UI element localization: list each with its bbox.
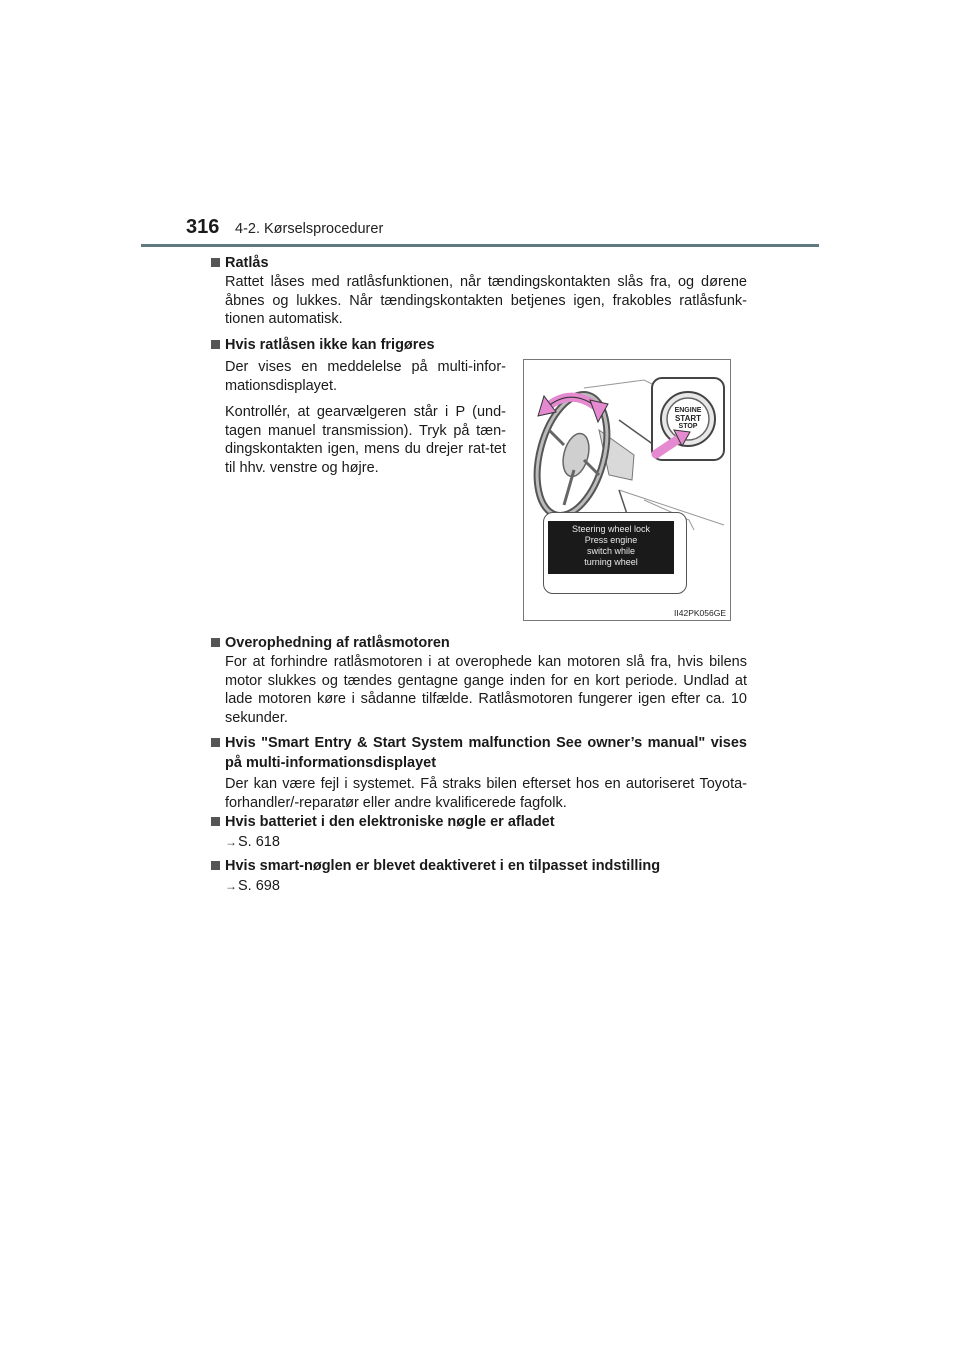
header-rule — [141, 244, 819, 247]
reference-text: S. 698 — [238, 878, 280, 894]
section-frigoeres — [211, 335, 747, 355]
section-body: Der kan være fejl i systemet. Få straks bilen efterset hos en autoriseret Toyota-forhandler/-reparatør eller andre kvalificerede fagfolk. — [225, 776, 747, 811]
figure-code: II42PK056GE — [674, 608, 726, 618]
square-bullet-icon — [211, 861, 220, 870]
display-line: Steering wheel lock — [571, 524, 651, 534]
square-bullet-icon — [211, 738, 220, 747]
section-body: For at forhindre ratlåsmotoren i at overophede kan motoren slå fra, hvis bilens motor slukkes og tændes gentagne gange inden for en kort periode. Undlad at lade motoren køre i sådanne tilfælde. Ratlåsmotoren fungerer igen efter ca. 10 sekunder. — [225, 654, 747, 726]
display-line: turning wheel — [584, 557, 638, 567]
page-number: 316 — [186, 216, 220, 238]
section-deaktiveret — [211, 856, 747, 896]
display-line: switch while — [586, 546, 635, 556]
section-smart-entry — [211, 733, 747, 812]
button-label-line: STOP — [678, 423, 698, 430]
arrow-right-icon: → — [225, 879, 237, 893]
section-heading: Overophedning af ratlåsmotoren — [225, 635, 450, 651]
section-heading: Hvis smart-nøglen er blevet deaktiveret i en tilpasset indstilling — [225, 858, 661, 874]
engine-start-stop-button-label — [668, 407, 708, 430]
section-overophedning — [211, 633, 747, 727]
button-label-line: ENGINE — [674, 407, 702, 414]
page-reference[interactable] — [225, 832, 747, 852]
display-callout — [543, 512, 687, 594]
arrow-right-icon: → — [225, 835, 237, 849]
section-batteri — [211, 812, 747, 852]
button-label-line: START — [674, 414, 702, 423]
section-ratlaas — [211, 253, 747, 329]
paragraph: Kontrollér, at gearvælgeren står i P (und-tagen manuel transmission). Tryk på tæn-dingskontakten igen, mens du drejer rat-tet til hhv. venstre og højre. — [225, 404, 506, 476]
multi-information-display — [548, 521, 674, 574]
reference-text: S. 618 — [238, 834, 280, 850]
section-body: Rattet låses med ratlåsfunktionen, når tændingskontakten slås fra, og dørene åbnes og lukkes. Når tændingskontakten betjenes igen, frakobles ratlåsfunk-tionen automatisk. — [225, 274, 747, 327]
section-heading: Hvis "Smart Entry & Start System malfunction See owner’s manual" vises på multi-informationsdisplayet — [225, 735, 747, 771]
square-bullet-icon — [211, 817, 220, 826]
page-reference[interactable] — [225, 876, 747, 896]
square-bullet-icon — [211, 638, 220, 647]
section-heading: Hvis ratlåsen ikke kan frigøres — [225, 337, 435, 353]
section-heading: Ratlås — [225, 255, 269, 271]
square-bullet-icon — [211, 340, 220, 349]
section-side-text — [225, 358, 506, 485]
section-heading: Hvis batteriet i den elektroniske nøgle er afladet — [225, 814, 555, 830]
display-line: Press engine — [584, 535, 638, 545]
square-bullet-icon — [211, 258, 220, 267]
paragraph: Der vises en meddelelse på multi-infor-mationsdisplayet. — [225, 359, 506, 394]
steering-lock-figure — [523, 359, 731, 621]
section-title: 4-2. Kørselsprocedurer — [235, 221, 384, 237]
